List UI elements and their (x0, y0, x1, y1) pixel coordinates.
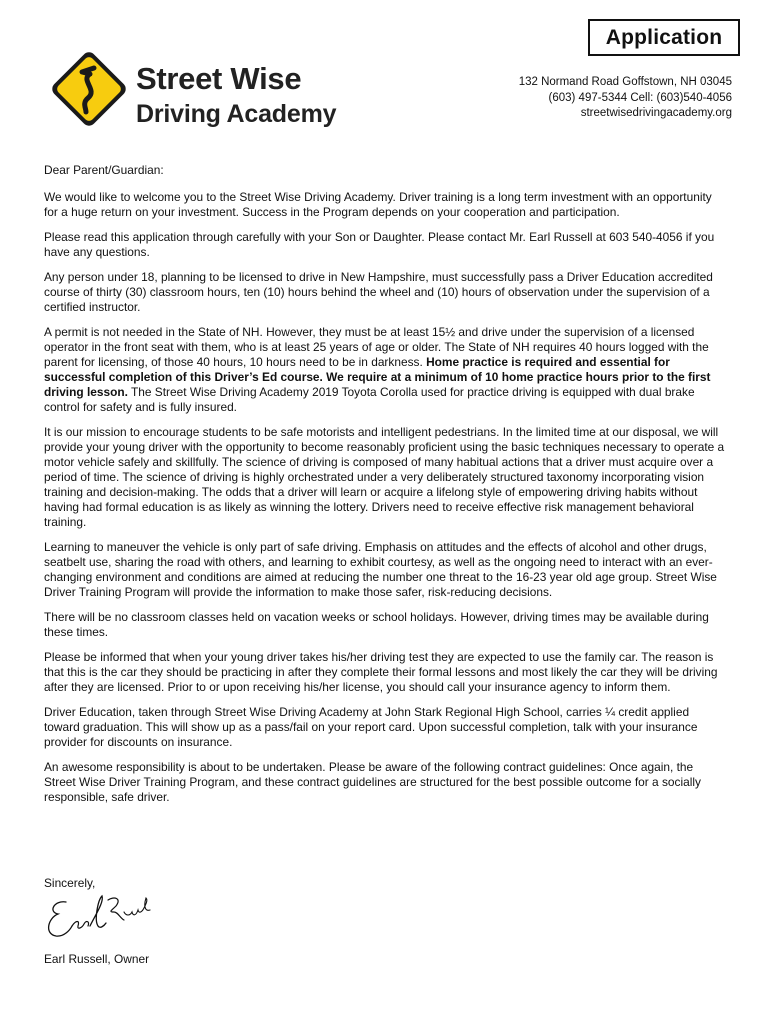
application-title-badge: Application (588, 19, 740, 56)
brand-subtitle: Driving Academy (136, 100, 337, 128)
paragraph-contract: An awesome responsibility is about to be undertaken. Please be aware of the following contract guidelines: Once again, the Street Wise Driver Training Program, and these contract guidelines are structured for the best possible outcome for a socially responsible, safe driver. (44, 760, 701, 804)
paragraph-credit: Driver Education, taken through Street Wise Driving Academy at John Stark Regional High School, carries ¼ credit applied toward graduation. This will show up as a pass/fail on your report card. Upon successful completion, talk with your insurance provider for discounts on insurance. (44, 705, 698, 749)
website: streetwisedrivingacademy.org (580, 107, 732, 119)
handwritten-signature (44, 890, 154, 946)
permit-text-a: A permit is not needed in the State of NH. However, they must be at least 15½ and drive under the supervision of a licensed operator in the front seat with them, who is at least 25 years of age or older. The State of NH requires 40 hours logged with the parent for licensing, of those 40 hours, 10 hours need to be in darkness. (44, 325, 709, 369)
greeting: Dear Parent/Guardian: (44, 163, 164, 177)
brand-logo (46, 46, 366, 136)
paragraph-mission: It is our mission to encourage students to be safe motorists and intelligent pedestrians. In the limited time at our disposal, we will provide your young driver with the opportunity to become reasonably proficient using the basic techniques necessary to operate a motor vehicle safely and skillfully. The science of driving is composed of many habitual actions that a driver must acquire over a period of time. The science of driving is highly orchestrated under a very deliberately structured taxonomy incorporating vision training and decision-making. The odds that a driver will learn or acquire a lifelong style of empowering driving habits without having had formal education is as likely as winning the lottery. Drivers need to receive effective risk management behavioral training. (44, 425, 725, 529)
curvy-road-sign-icon (46, 46, 132, 132)
paragraph-holidays: There will be no classroom classes held on vacation weeks or school holidays. However, driving times may be available during these times. (44, 610, 709, 639)
home-practice-requirement: Home practice is required and essential for successful completion of this Driver’s Ed course. We require at a minimum of 10 home practice hours prior to the first driving lesson. (44, 355, 711, 399)
paragraph-requirements: Any person under 18, planning to be licensed to drive in New Hampshire, must successfully pass a Driver Education accredited course of thirty (30) classroom hours, ten (10) hours behind the wheel and (10) hours of observation under the supervision of a certified instructor. (44, 270, 713, 314)
phone-numbers: (603) 497-5344 Cell: (603)540-4056 (548, 91, 732, 104)
closing: Sincerely, (44, 876, 96, 890)
contact-block (519, 75, 732, 122)
permit-text-b: The Street Wise Driving Academy 2019 Toyota Corolla used for practice driving is equipped with dual brake control for safety and is fully insured. (44, 385, 695, 414)
letter-body (44, 163, 728, 815)
paragraph-welcome: We would like to welcome you to the Street Wise Driving Academy. Driver training is a long term investment with an opportunity for a huge return on your investment. Success in the Program depends on your cooperation and participation. (44, 190, 712, 219)
brand-name: Street Wise (136, 61, 302, 96)
address: 132 Normand Road Goffstown, NH 03045 (518, 76, 732, 88)
paragraph-permit (44, 325, 728, 415)
paragraph-safe-driving: Learning to maneuver the vehicle is only part of safe driving. Emphasis on attitudes and the effects of alcohol and other drugs, seatbelt use, sharing the road with others, and learning to exhibit courtesy, as well as the ongoing need to interact with an ever-changing environment and conditions are aimed at reducing the number one threat to the 16-23 year old age group. Street Wise Driver Training Program will provide the information to make those safer, risk-reducing decisions. (44, 540, 717, 599)
paragraph-contact: Please read this application through carefully with your Son or Daughter. Please contact Mr. Earl Russell at 603 540-4056 if you have any questions. (44, 230, 715, 259)
signer-name: Earl Russell, Owner (44, 952, 150, 966)
paragraph-family-car: Please be informed that when your young driver takes his/her driving test they are expected to use the family car. The reason is that this is the car they should be practicing in after they complete their formal lessons and most likely the car they will be driving after they are licensed. Prior to or upon receiving his/her license, you should call your insurance agency to inform them. (44, 650, 718, 694)
